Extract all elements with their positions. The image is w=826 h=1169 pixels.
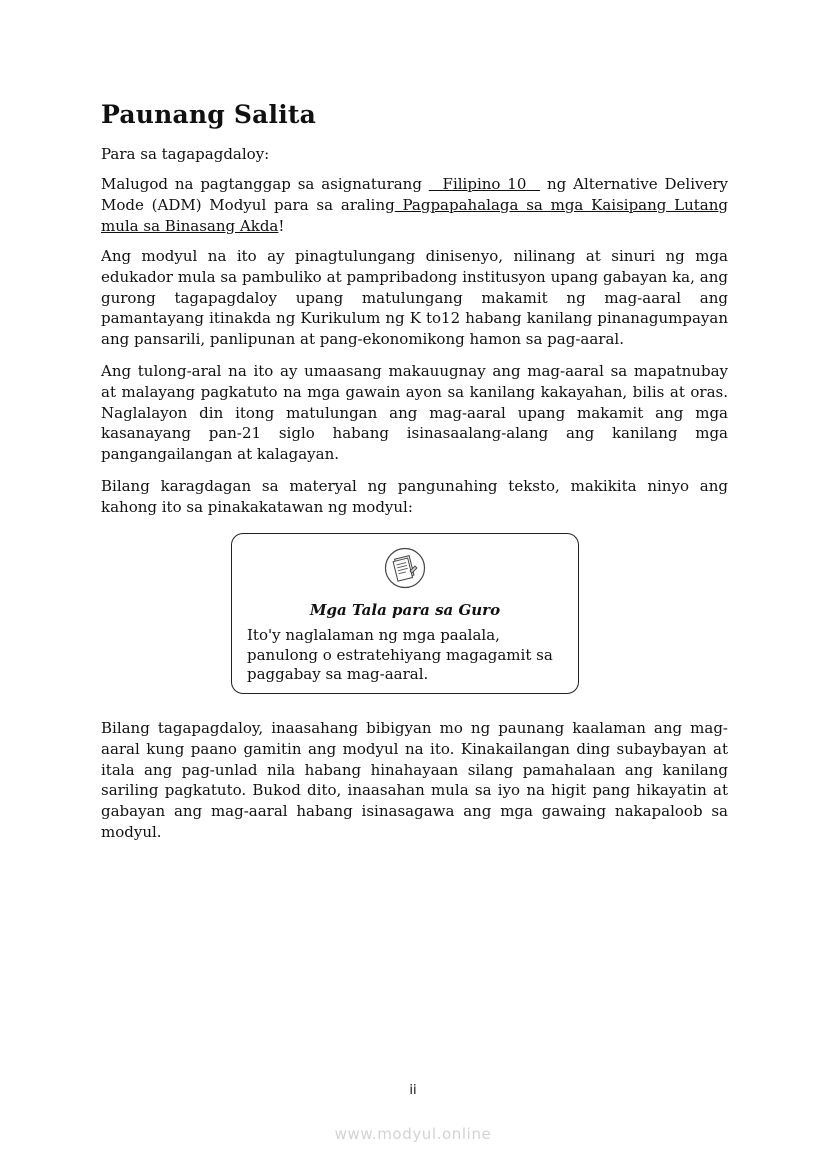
welcome-paragraph [101,174,728,236]
notes-box-body: Ito'y naglalaman ng mga paalala, panulong o estratehiyang magagamit sa paggabay sa mag-aaral. [247,626,553,683]
watermark: www.modyul.online [334,1125,492,1143]
page-number: ii [409,1083,417,1098]
lesson-title: Pagpapahalaga sa mga Kaisipang Lutang mula sa Binasang Akda [101,195,728,235]
paragraph-purpose: Ang tulong-aral na ito ay umaasang makauugnay ang mag-aaral sa mapatnubay at malayang pagkatuto na mga gawain ayon sa kanilang kakayahan, bilis at oras. Naglalayon din itong matulungan ang mag-aaral upang makamit ang mga kasanayang pan-21 siglo habang isinasaalang-alang ang kanilang mga pangangailangan at kalagayan. [101,362,728,464]
paragraph-closing: Bilang tagapagdaloy, inaasahang bibigyan mo ng paunang kaalaman ang mag-aaral kung paano gamitin ang modyul na ito. Kinakailangan ding subaybayan at itala ang pag-unlad nila habang hinahayaan silang pamahalaan ang kanilang sariling pagkatuto. Bukod dito, inaasahan mula sa iyo na higit pang hikayatin at gabayan ang mag-aaral habang isinasagawa ang mga gawaing nakapaloob sa modyul. [101,719,728,841]
paragraph-box-intro: Bilang karagdagan sa materyal ng pangunahing teksto, makikita ninyo ang kahong ito sa pinakakatawan ng modyul: [101,477,728,516]
teacher-notes-box [231,533,579,694]
welcome-text-middle: ng Alternative Delivery Mode (ADM) Modyul para sa araling [101,175,728,214]
paragraph-design: Ang modyul na ito ay pinagtulungang dinisenyo, nilinang at sinuri ng mga edukador mula sa pambuliko at pampribadong institusyon upang gabayan ka, ang gurong tagapagdaloy upang matulungang makamit ng mag-aaral ang pamantayang itinakda ng Kurikulum ng K to12 habang kanilang pinanagumpayan ang pansarili, panlipunan at pang-ekonomikong hamon sa pag-aaral. [101,247,728,349]
notes-icon [384,547,426,589]
welcome-text-start: Malugod na pagtanggap sa asignaturang [101,175,429,193]
greeting: Para sa tagapagdaloy: [101,145,270,163]
page-title: Paunang Salita [101,100,317,129]
subject-name: Filipino 10 [442,175,527,193]
notes-box-title: Mga Tala para sa Guro [309,601,501,619]
welcome-text-end: ! [278,216,285,235]
